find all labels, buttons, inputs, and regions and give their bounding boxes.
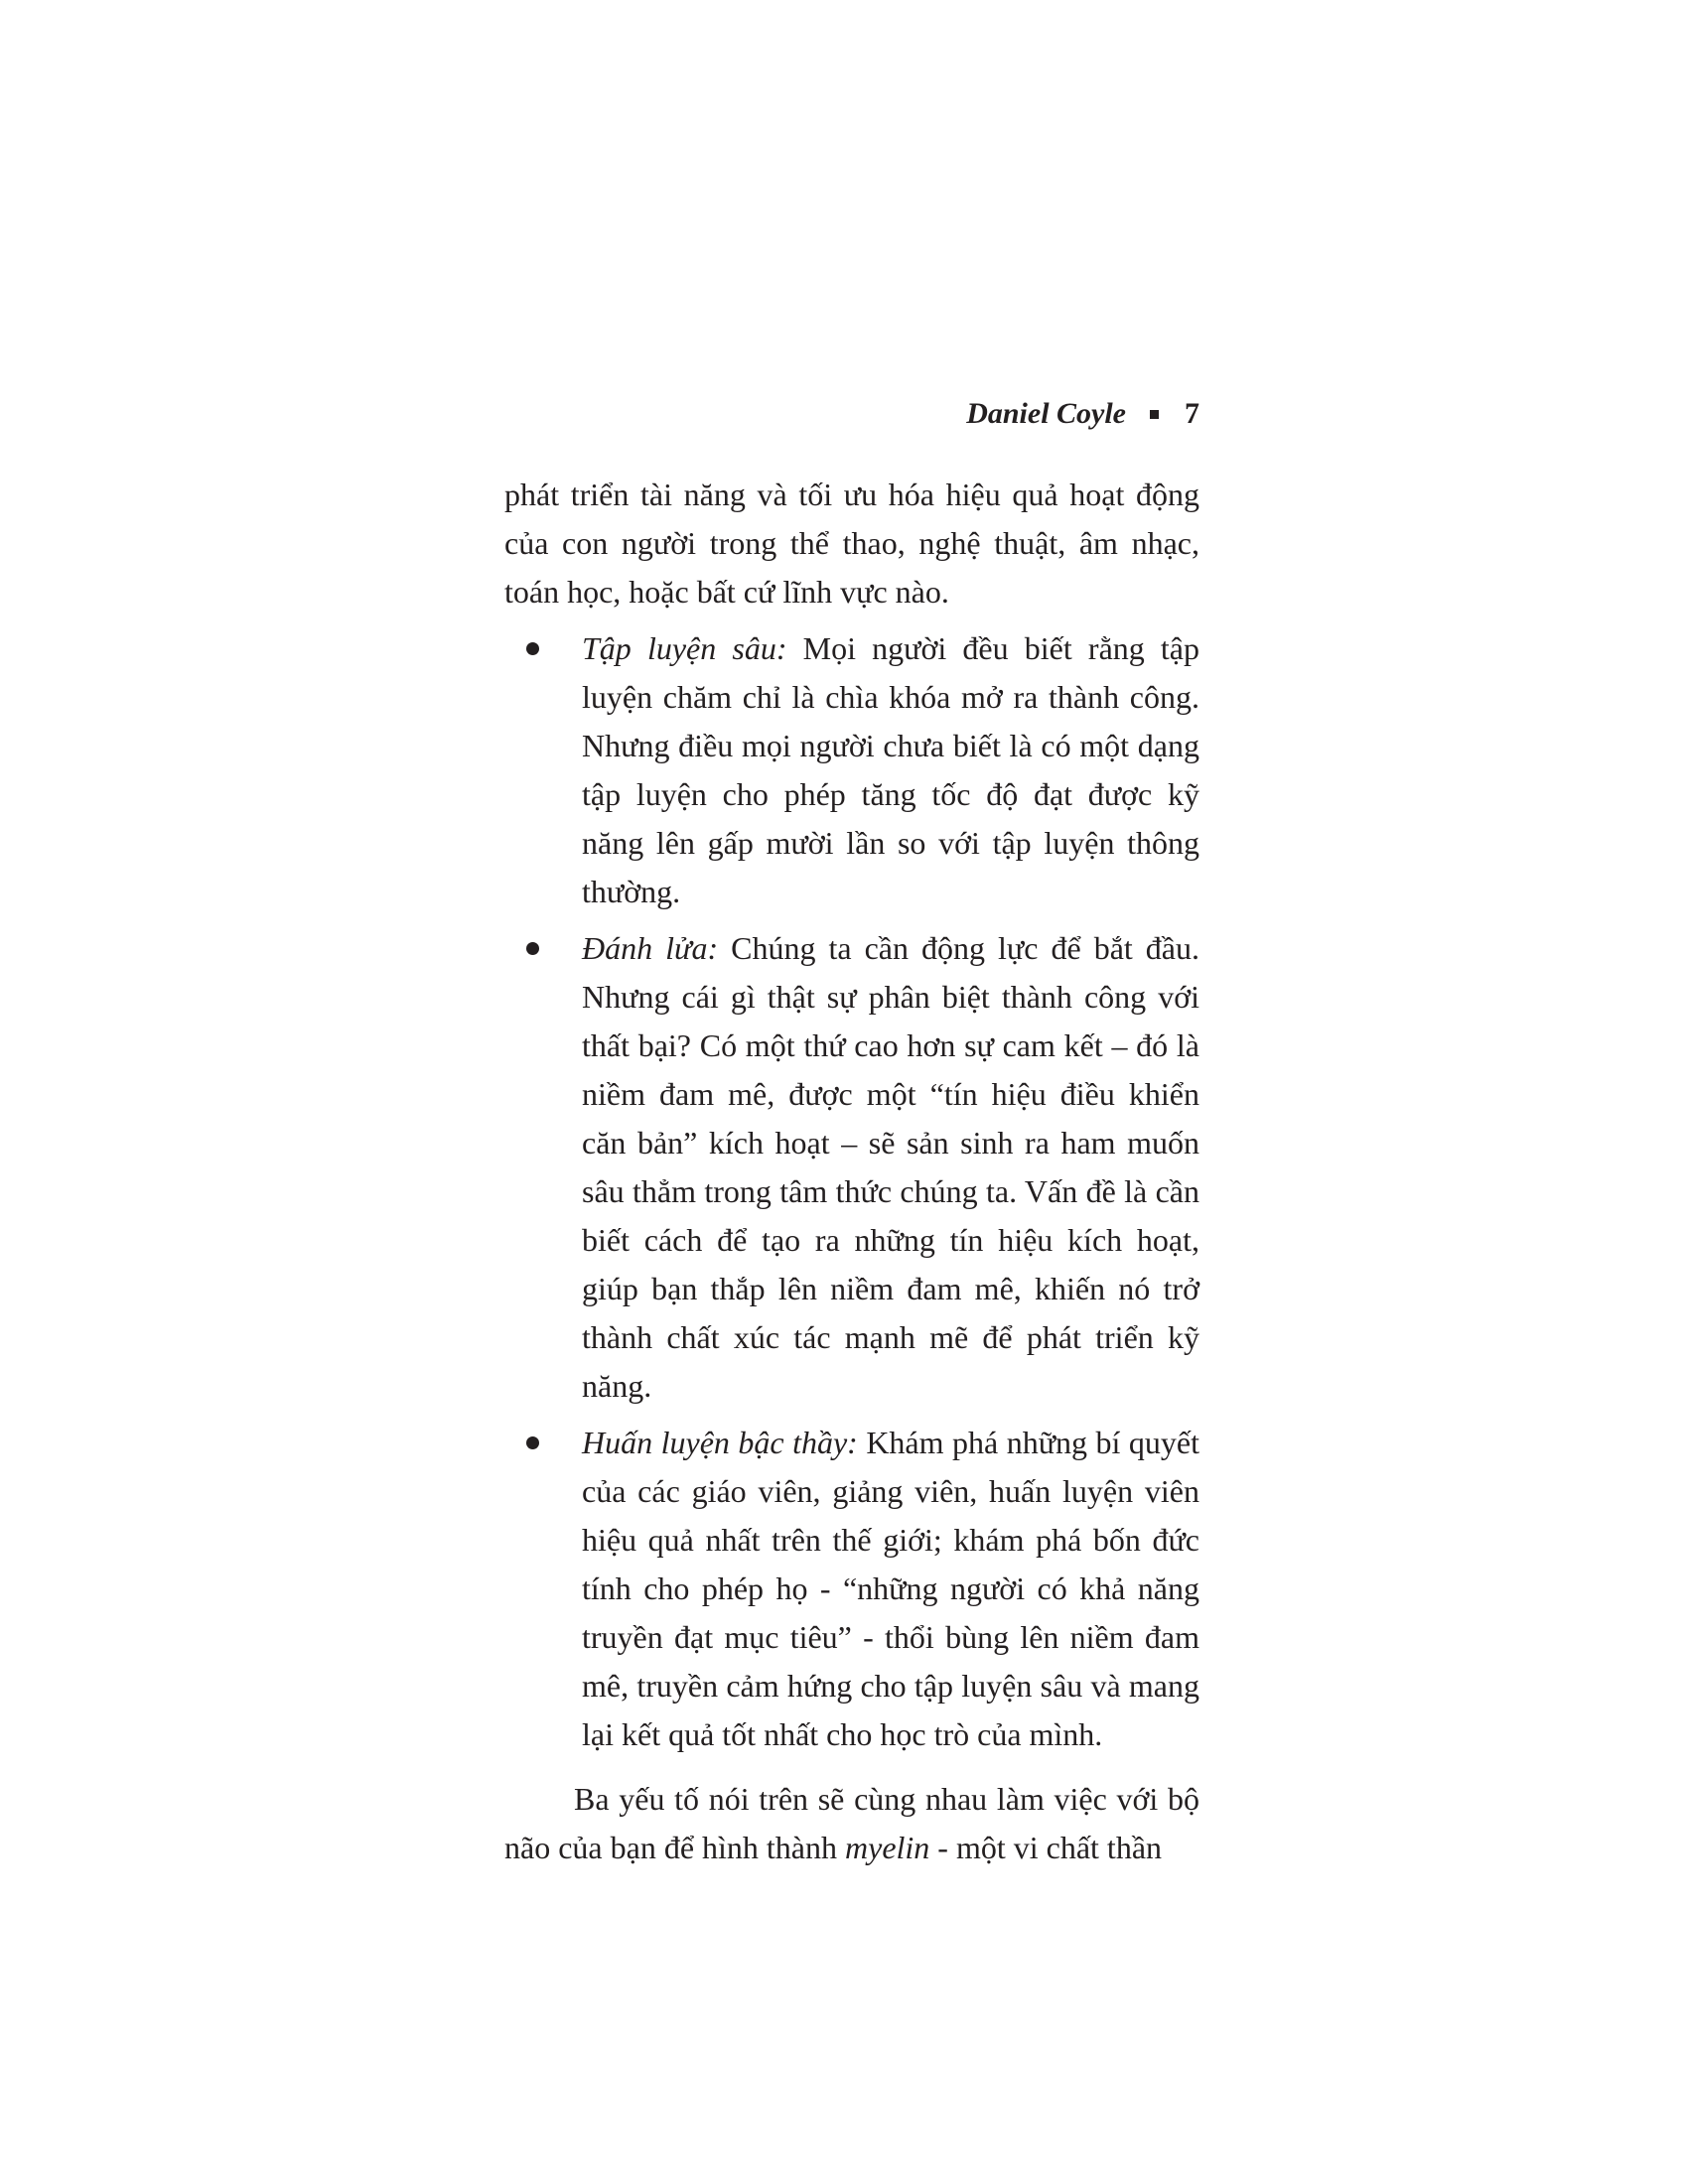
intro-paragraph: phát triển tài năng và tối ưu hóa hiệu quả hoạt động của con người trong thể thao, nghệ thuật, âm nhạc, toán học, hoặc bất cứ lĩnh vực nào.	[504, 477, 1199, 610]
bullet-text: Khám phá những bí quyết của các giáo viên, giảng viên, huấn luyện viên hiệu quả nhất trên thế giới; khám phá bốn đức tính cho phép họ - “những người có khả năng truyền đạt mục tiêu” - thổi bùng lên niềm đam mê, truyền cảm hứng cho tập luyện sâu và mang lại kết quả tốt nhất cho học trò của mình.	[582, 1425, 1200, 1752]
header-separator-square	[1150, 410, 1159, 419]
bullet-dot-icon	[526, 642, 539, 655]
body-text	[504, 471, 1199, 1872]
bullet-term: Đánh lửa:	[582, 930, 719, 966]
closing-text-before: Ba yếu tố nói trên sẽ cùng nhau làm việc với bộ não của bạn để hình thành	[504, 1781, 1199, 1865]
bullet-dot-icon	[526, 942, 539, 955]
bullet-item-ignition	[504, 924, 1199, 1411]
closing-paragraph	[504, 1775, 1199, 1872]
bullet-dot-icon	[526, 1436, 539, 1449]
bullet-term: Huấn luyện bậc thầy:	[582, 1425, 858, 1460]
bullet-item-master-coaching	[504, 1419, 1199, 1759]
closing-emphasis: myelin	[845, 1830, 930, 1865]
page-number: 7	[1185, 397, 1199, 430]
bullet-text: Chúng ta cần động lực để bắt đầu. Nhưng cái gì thật sự phân biệt thành công với thất bại? Có một thứ cao hơn sự cam kết – đó là niềm đam mê, được một “tín hiệu điều khiển căn bản” kích hoạt – sẽ sản sinh ra ham muốn sâu thẳm trong tâm thức chúng ta. Vấn đề là cần biết cách để tạo ra những tín hiệu kích hoạt, giúp bạn thắp lên niềm đam mê, khiến nó trở thành chất xúc tác mạnh mẽ để phát triển kỹ năng.	[582, 930, 1200, 1404]
running-header	[504, 389, 1199, 439]
bullet-term: Tập luyện sâu:	[582, 630, 787, 666]
header-author: Daniel Coyle	[966, 397, 1126, 430]
bullet-item-deep-practice	[504, 624, 1199, 916]
bullet-list	[504, 624, 1199, 1759]
bullet-text: Mọi người đều biết rằng tập luyện chăm chỉ là chìa khóa mở ra thành công. Nhưng điều mọi người chưa biết là có một dạng tập luyện cho phép tăng tốc độ đạt được kỹ năng lên gấp mười lần so với tập luyện thông thường.	[582, 630, 1200, 909]
closing-text-after: - một vi chất thần	[929, 1830, 1163, 1865]
